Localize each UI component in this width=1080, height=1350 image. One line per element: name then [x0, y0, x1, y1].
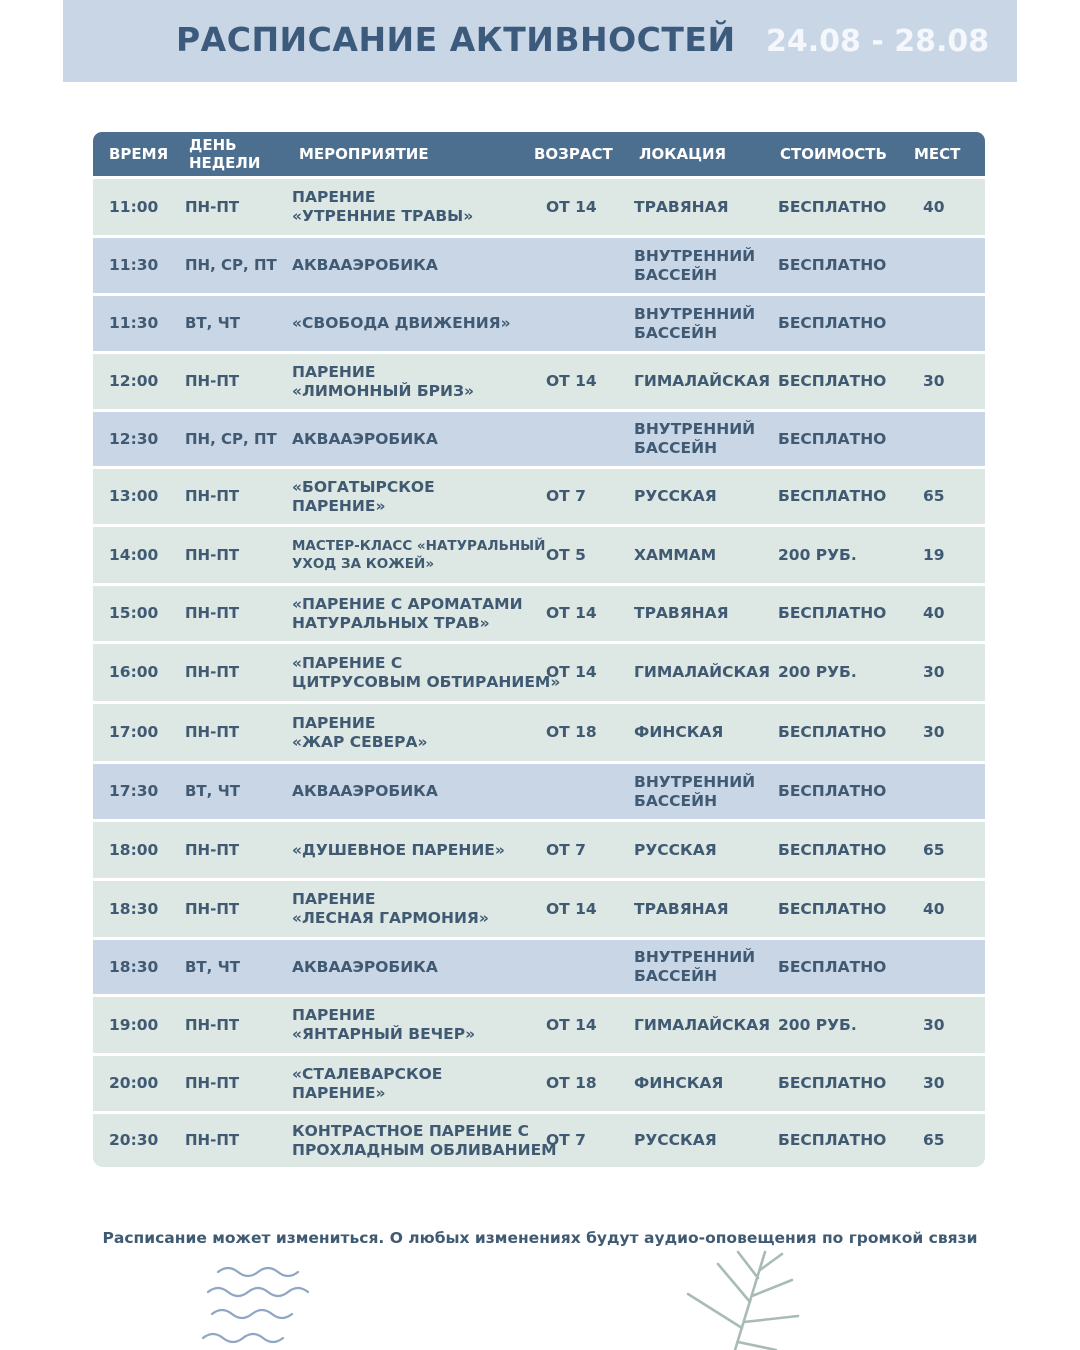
cell-age	[546, 469, 631, 524]
cell-time-text: 20:30	[109, 1131, 159, 1149]
cell-days	[185, 296, 285, 351]
cell-event	[292, 822, 562, 878]
cell-time-text: 12:00	[109, 372, 159, 390]
cell-seats	[923, 704, 963, 761]
cell-seats	[923, 296, 963, 351]
cell-time-text: 17:00	[109, 723, 159, 741]
table-row	[93, 822, 985, 878]
cell-days	[185, 1056, 285, 1111]
table-row	[93, 296, 985, 351]
cell-age-text: ОТ 7	[546, 840, 586, 859]
schedule-table	[93, 132, 985, 1167]
column-header-seats: МЕСТ	[914, 145, 961, 163]
cell-event-text: АКВААЭРОБИКА	[292, 256, 438, 274]
cell-age-text: ОТ 14	[546, 604, 597, 622]
date-range: 24.08 - 28.08	[766, 24, 990, 59]
cell-age	[546, 764, 631, 819]
cell-cost	[778, 764, 896, 819]
cell-age-text: ОТ 14	[546, 899, 597, 918]
cell-seats-text: 40	[923, 197, 945, 216]
cell-days	[185, 1114, 285, 1167]
table-row	[93, 527, 985, 583]
cell-cost-text: БЕСПЛАТНО	[778, 840, 887, 859]
cell-days	[185, 704, 285, 761]
cell-event-text: ПАРЕНИЕ «УТРЕННИЕ ТРАВЫ»	[292, 188, 474, 225]
cell-age	[546, 822, 631, 878]
cell-time	[109, 822, 187, 878]
cell-days	[185, 822, 285, 878]
cell-days-text: ВТ, ЧТ	[185, 957, 240, 976]
cell-cost	[778, 527, 896, 583]
cell-cost-text: 200 РУБ.	[778, 663, 857, 681]
cell-time-text: 18:30	[109, 957, 159, 976]
cell-location-text: ГИМАЛАЙСКАЯ	[634, 663, 771, 681]
cell-time-text: 15:00	[109, 604, 159, 622]
cell-age-text: ОТ 14	[546, 1015, 597, 1034]
cell-cost-text: 200 РУБ.	[778, 545, 857, 564]
cell-cost	[778, 179, 896, 235]
cell-location-text: ТРАВЯНАЯ	[634, 899, 729, 918]
cell-cost	[778, 469, 896, 524]
cell-seats	[923, 940, 963, 994]
cell-days-text: ПН-ПТ	[185, 545, 240, 564]
cell-cost	[778, 412, 896, 466]
cell-event	[292, 940, 562, 994]
table-header	[93, 132, 985, 176]
cell-seats	[923, 179, 963, 235]
cell-days-text: ПН-ПТ	[185, 1074, 240, 1092]
cell-cost-text: БЕСПЛАТНО	[778, 957, 887, 976]
cell-cost	[778, 238, 896, 293]
cell-time	[109, 469, 187, 524]
cell-seats	[923, 469, 963, 524]
cell-event	[292, 586, 562, 641]
cell-location-text: ГИМАЛАЙСКАЯ	[634, 1015, 771, 1034]
cell-cost	[778, 296, 896, 351]
cell-cost-text: БЕСПЛАТНО	[778, 314, 887, 332]
cell-days-text: ВТ, ЧТ	[185, 314, 240, 332]
cell-days-text: ПН-ПТ	[185, 723, 240, 741]
cell-event	[292, 354, 562, 409]
cell-cost-text: БЕСПЛАТНО	[778, 256, 887, 274]
cell-location	[634, 644, 774, 701]
cell-event	[292, 238, 562, 293]
cell-time	[109, 354, 187, 409]
cell-age-text: ОТ 5	[546, 545, 586, 564]
cell-days	[185, 764, 285, 819]
cell-time	[109, 881, 187, 937]
cell-time	[109, 527, 187, 583]
cell-days-text: ПН-ПТ	[185, 840, 240, 859]
cell-days-text: ПН-ПТ	[185, 487, 240, 505]
cell-location	[634, 997, 774, 1053]
cell-age	[546, 940, 631, 994]
cell-seats-text: 65	[923, 1131, 945, 1149]
cell-location	[634, 1114, 774, 1167]
cell-age	[546, 412, 631, 466]
cell-location	[634, 238, 774, 293]
cell-event-text: МАСТЕР-КЛАСС «НАТУРАЛЬНЫЙ УХОД ЗА КОЖЕЙ»	[292, 538, 546, 572]
cell-days-text: ВТ, ЧТ	[185, 782, 240, 800]
column-header-age: ВОЗРАСТ	[534, 145, 613, 163]
cell-time	[109, 1114, 187, 1167]
cell-event-text: «ПАРЕНИЕ С АРОМАТАМИ НАТУРАЛЬНЫХ ТРАВ»	[292, 594, 523, 632]
cell-location-text: ФИНСКАЯ	[634, 1074, 724, 1092]
cell-days-text: ПН-ПТ	[185, 197, 240, 216]
cell-age	[546, 1114, 631, 1167]
cell-location-text: ТРАВЯНАЯ	[634, 197, 729, 216]
cell-event	[292, 1114, 562, 1167]
cell-event	[292, 296, 562, 351]
cell-days-text: ПН-ПТ	[185, 899, 240, 918]
table-row	[93, 704, 985, 761]
cell-days	[185, 527, 285, 583]
cell-days-text: ПН-ПТ	[185, 1015, 240, 1034]
cell-location	[634, 881, 774, 937]
cell-time-text: 17:30	[109, 782, 159, 800]
cell-location	[634, 704, 774, 761]
cell-seats	[923, 586, 963, 641]
table-row	[93, 1114, 985, 1167]
cell-age-text: ОТ 14	[546, 197, 597, 216]
cell-seats-text: 65	[923, 840, 945, 859]
table-row	[93, 881, 985, 937]
table-row	[93, 354, 985, 409]
cell-seats	[923, 238, 963, 293]
table-body	[93, 179, 985, 1167]
cell-time-text: 11:30	[109, 256, 159, 274]
cell-event-text: АКВААЭРОБИКА	[292, 782, 438, 800]
cell-age	[546, 354, 631, 409]
cell-age	[546, 586, 631, 641]
cell-cost	[778, 1114, 896, 1167]
cell-seats-text: 30	[923, 372, 945, 390]
cell-days	[185, 238, 285, 293]
cell-days-text: ПН, СР, ПТ	[185, 256, 277, 274]
cell-location-text: РУССКАЯ	[634, 1131, 717, 1149]
cell-time	[109, 238, 187, 293]
cell-cost	[778, 586, 896, 641]
cell-event	[292, 179, 562, 235]
cell-time	[109, 997, 187, 1053]
cell-event-text: ПАРЕНИЕ «ЛИМОННЫЙ БРИЗ»	[292, 362, 475, 400]
cell-age	[546, 296, 631, 351]
cell-time	[109, 412, 187, 466]
cell-age	[546, 238, 631, 293]
cell-cost-text: БЕСПЛАТНО	[778, 899, 887, 918]
cell-age	[546, 644, 631, 701]
cell-cost-text: БЕСПЛАТНО	[778, 723, 887, 741]
cell-time-text: 18:00	[109, 840, 159, 859]
cell-cost	[778, 354, 896, 409]
cell-event-text: «ДУШЕВНОЕ ПАРЕНИЕ»	[292, 840, 505, 859]
cell-days	[185, 179, 285, 235]
cell-event-text: «СВОБОДА ДВИЖЕНИЯ»	[292, 314, 511, 332]
cell-event	[292, 1056, 562, 1111]
cell-seats	[923, 354, 963, 409]
cell-event-text: «БОГАТЫРСКОЕ ПАРЕНИЕ»	[292, 477, 435, 515]
cell-age	[546, 1056, 631, 1111]
cell-age	[546, 704, 631, 761]
cell-location	[634, 586, 774, 641]
cell-seats-text: 30	[923, 1074, 945, 1092]
cell-seats	[923, 644, 963, 701]
cell-cost-text: БЕСПЛАТНО	[778, 372, 887, 390]
cell-event-text: ПАРЕНИЕ «ЛЕСНАЯ ГАРМОНИЯ»	[292, 890, 489, 927]
cell-cost	[778, 1056, 896, 1111]
cell-seats-text: 40	[923, 899, 945, 918]
cell-seats-text: 30	[923, 663, 945, 681]
cell-location-text: РУССКАЯ	[634, 487, 717, 505]
cell-time	[109, 586, 187, 641]
column-header-event: МЕРОПРИЯТИЕ	[299, 145, 429, 163]
cell-event	[292, 469, 562, 524]
cell-time-text: 11:30	[109, 314, 159, 332]
cell-time	[109, 644, 187, 701]
cell-location	[634, 940, 774, 994]
column-header-cost: СТОИМОСТЬ	[780, 145, 887, 163]
cell-cost-text: БЕСПЛАТНО	[778, 1131, 887, 1149]
cell-location-text: ВНУТРЕННИЙ БАССЕЙН	[634, 772, 756, 810]
cell-event-text: ПАРЕНИЕ «ЯНТАРНЫЙ ВЕЧЕР»	[292, 1006, 476, 1043]
table-row	[93, 412, 985, 466]
table-row	[93, 179, 985, 235]
cell-days	[185, 997, 285, 1053]
cell-seats	[923, 1114, 963, 1167]
cell-days	[185, 644, 285, 701]
cell-time-text: 13:00	[109, 487, 159, 505]
cell-days	[185, 469, 285, 524]
cell-seats	[923, 822, 963, 878]
table-row	[93, 940, 985, 994]
cell-time	[109, 704, 187, 761]
table-row	[93, 764, 985, 819]
cell-location	[634, 412, 774, 466]
table-row	[93, 997, 985, 1053]
cell-event	[292, 644, 562, 701]
cell-cost	[778, 881, 896, 937]
cell-event	[292, 997, 562, 1053]
cell-days	[185, 354, 285, 409]
cell-event-text: «ПАРЕНИЕ С ЦИТРУСОВЫМ ОБТИРАНИЕМ»	[292, 653, 561, 691]
cell-seats-text: 19	[923, 545, 945, 564]
cell-location	[634, 764, 774, 819]
footer-note: Расписание может измениться. О любых изменениях будут аудио-оповещения по громкой связи	[102, 1229, 978, 1247]
cell-cost-text: БЕСПЛАТНО	[778, 429, 887, 448]
cell-days	[185, 881, 285, 937]
cell-time-text: 14:00	[109, 545, 159, 564]
cell-days-text: ПН-ПТ	[185, 372, 240, 390]
cell-location-text: ВНУТРЕННИЙ БАССЕЙН	[634, 420, 756, 457]
cell-location	[634, 354, 774, 409]
cell-event	[292, 764, 562, 819]
cell-cost	[778, 704, 896, 761]
cell-time-text: 12:30	[109, 429, 159, 448]
cell-location-text: РУССКАЯ	[634, 840, 717, 859]
cell-time	[109, 179, 187, 235]
cell-time	[109, 940, 187, 994]
page-title: РАСПИСАНИЕ АКТИВНОСТЕЙ	[176, 20, 736, 59]
cell-seats	[923, 764, 963, 819]
cell-location	[634, 296, 774, 351]
cell-event	[292, 704, 562, 761]
cell-location	[634, 469, 774, 524]
cell-seats-text: 65	[923, 487, 945, 505]
cell-age-text: ОТ 18	[546, 1074, 597, 1092]
cell-event-text: ПАРЕНИЕ «ЖАР СЕВЕРА»	[292, 713, 428, 751]
cell-time	[109, 1056, 187, 1111]
cell-seats-text: 40	[923, 604, 945, 622]
cell-age-text: ОТ 7	[546, 1131, 586, 1149]
cell-days	[185, 586, 285, 641]
cell-seats-text: 30	[923, 723, 945, 741]
cell-seats	[923, 527, 963, 583]
cell-age-text: ОТ 18	[546, 723, 597, 741]
cell-location-text: ФИНСКАЯ	[634, 723, 724, 741]
cell-event-text: АКВААЭРОБИКА	[292, 957, 438, 976]
cell-time-text: 19:00	[109, 1015, 159, 1034]
column-header-location: ЛОКАЦИЯ	[639, 145, 727, 163]
cell-age	[546, 527, 631, 583]
cell-days	[185, 940, 285, 994]
cell-location	[634, 179, 774, 235]
cell-time	[109, 296, 187, 351]
cell-cost-text: 200 РУБ.	[778, 1015, 857, 1034]
table-row	[93, 1056, 985, 1111]
branch-icon	[680, 1250, 805, 1350]
cell-seats	[923, 881, 963, 937]
cell-location	[634, 1056, 774, 1111]
column-header-time: ВРЕМЯ	[109, 145, 169, 163]
cell-seats	[923, 997, 963, 1053]
cell-event	[292, 881, 562, 937]
cell-location-text: ВНУТРЕННИЙ БАССЕЙН	[634, 948, 756, 985]
cell-age	[546, 881, 631, 937]
cell-location-text: ХАММАМ	[634, 545, 717, 564]
cell-cost-text: БЕСПЛАТНО	[778, 1074, 887, 1092]
cell-age-text: ОТ 14	[546, 663, 597, 681]
cell-days	[185, 412, 285, 466]
cell-age-text: ОТ 14	[546, 372, 597, 390]
column-header-day: ДЕНЬ НЕДЕЛИ	[189, 136, 261, 172]
table-row	[93, 586, 985, 641]
cell-cost	[778, 997, 896, 1053]
cell-location-text: ГИМАЛАЙСКАЯ	[634, 372, 771, 390]
cell-cost-text: БЕСПЛАТНО	[778, 782, 887, 800]
cell-days-text: ПН, СР, ПТ	[185, 429, 277, 448]
cell-seats	[923, 412, 963, 466]
cell-location-text: ТРАВЯНАЯ	[634, 604, 729, 622]
cell-location	[634, 527, 774, 583]
cell-days-text: ПН-ПТ	[185, 604, 240, 622]
cell-event	[292, 527, 562, 583]
cell-cost-text: БЕСПЛАТНО	[778, 604, 887, 622]
table-row	[93, 238, 985, 293]
cell-time-text: 16:00	[109, 663, 159, 681]
cell-location	[634, 822, 774, 878]
cell-seats	[923, 1056, 963, 1111]
cell-days-text: ПН-ПТ	[185, 1131, 240, 1149]
cell-time-text: 11:00	[109, 197, 159, 216]
cell-time-text: 18:30	[109, 899, 159, 918]
cell-event	[292, 412, 562, 466]
cell-age	[546, 179, 631, 235]
waves-icon	[200, 1262, 315, 1350]
cell-event-text: АКВААЭРОБИКА	[292, 429, 438, 448]
cell-age	[546, 997, 631, 1053]
cell-age-text: ОТ 7	[546, 487, 586, 505]
cell-cost	[778, 822, 896, 878]
cell-cost	[778, 644, 896, 701]
cell-time-text: 20:00	[109, 1074, 159, 1092]
cell-seats-text: 30	[923, 1015, 945, 1034]
cell-cost-text: БЕСПЛАТНО	[778, 487, 887, 505]
cell-location-text: ВНУТРЕННИЙ БАССЕЙН	[634, 246, 756, 284]
cell-cost-text: БЕСПЛАТНО	[778, 197, 887, 216]
cell-event-text: «СТАЛЕВАРСКОЕ ПАРЕНИЕ»	[292, 1064, 443, 1102]
table-row	[93, 469, 985, 524]
cell-days-text: ПН-ПТ	[185, 663, 240, 681]
cell-time	[109, 764, 187, 819]
cell-event-text: КОНТРАСТНОЕ ПАРЕНИЕ С ПРОХЛАДНЫМ ОБЛИВАНИЕМ	[292, 1121, 557, 1159]
cell-cost	[778, 940, 896, 994]
cell-location-text: ВНУТРЕННИЙ БАССЕЙН	[634, 304, 756, 342]
table-row	[93, 644, 985, 701]
